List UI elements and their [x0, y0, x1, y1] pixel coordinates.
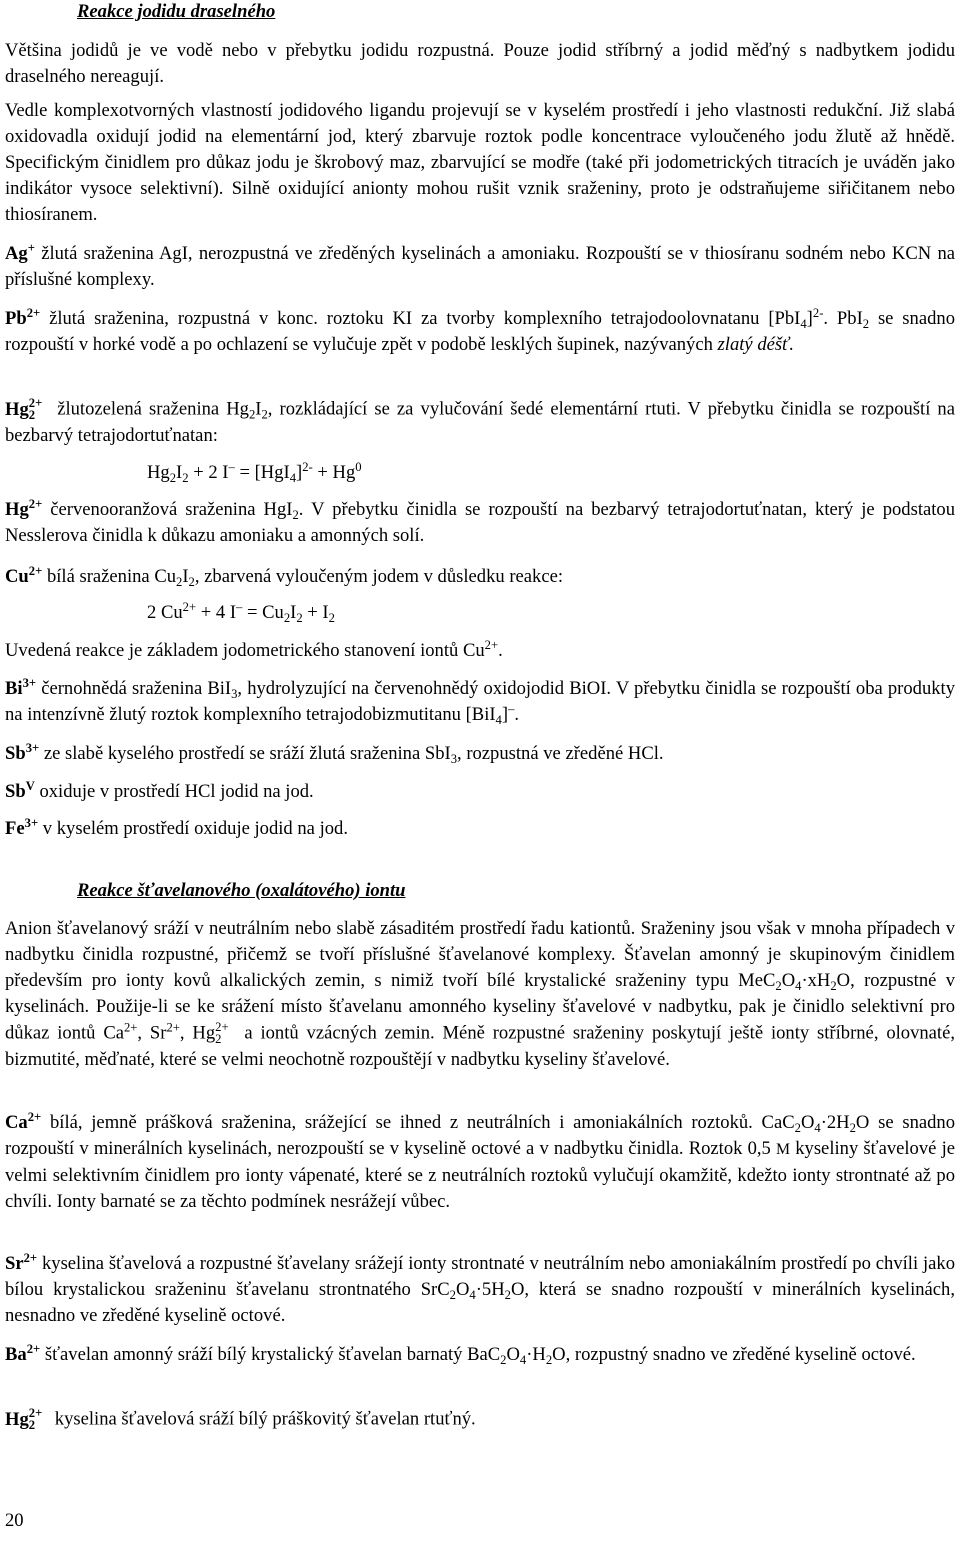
ion-label: $Sb^{3+}$: [5, 741, 40, 764]
ion-label: $Ca^{2+}$: [5, 1110, 42, 1133]
paragraph-hg2: Hg 2+ 2 žlutozelená sraženina $Hg_2I_2$, rozkládající se za vylučování šedé elementární rtuti. V přebytku činidla se rozpouští na bezbarvý tetrajodortuťnatan:: [5, 396, 955, 446]
ion-label: $Ba^{2+}$: [5, 1342, 41, 1365]
paragraph-sb5: $Sb^V$ oxiduje v prostředí HCl jodid na jod.: [5, 779, 314, 802]
paragraph-bi: $Bi^{3+}$ černohnědá sraženina BiI$_3$, hydrolyzující na červenohnědý oxidojodid BiOI. V přebytku činidla se rozpouští oba produkty na intenzívně žlutý roztok komplexního tetrajodobizmutitanu [BiI$_4$]–.: [5, 676, 956, 727]
ion-label: $Sb^V$: [5, 779, 35, 802]
equation-cu-iodide: 2 $Cu^{2+} + 4$ $I^- = Cu_2I_2 + I_2$: [147, 600, 335, 625]
ion-label: $Pb^{2+}$: [5, 306, 41, 329]
ion-label: Hg 2+ 2: [5, 396, 43, 422]
paragraph-oxalate-intro: Anion šťavelanový sráží v neutrálním nebo slabě zásaditém prostředí řadu kationtů. Sraženiny jsou však v mnoha případech v nadbytku činidla rozpustné, přičemž se tvoří příslušné šťavelanové komplexy. Šťavelan amonný je skupinovým činidlem především pro ionty kovů alkalických zemin, s nimiž tvoří bílé krystalické sraženiny typu $MeC_2O_4\cdot xH_2O$, rozpustné v kyselinách. Použije-li se ke srážení místo šťavelanu amonného kyseliny šťavelové v nadbytku, pak je činidlo selektivní pro důkaz iontů $Ca^{2+}$, $Sr^{2+}$, Hg 2+ 2 a iontů vzácných zemin. Méně rozpustné sraženiny poskytují ještě ionty stříbrné, olovnaté, bizmutité, měďnaté, které se velmi neochotně rozpouštějí v nadbytku kyseliny šťavelové.: [5, 918, 955, 1070]
paragraph-ca: $Ca^{2+}$ bílá, jemně prášková sraženina, srážející se ihned z neutrálních i amoniakálních roztoků. $CaC_2O_4\cdot 2H_2O$ se snadno rozpouští v minerálních kyselinách, nerozpouští se v kyselině octové a v nadbytku činidla. Roztok 0,5 M kyseliny šťavelové je velmi selektivním činidlem pro ionty vápenaté, které se z neutrálních roztoků vylučují okamžitě, kdežto ionty strontnaté až po chvíli. Ionty barnaté se za těchto podmínek nesrážejí vůbec.: [5, 1110, 956, 1212]
paragraph-iodide-solubility: Většina jodidů je ve vodě nebo v přebytku jodidu rozpustná. Pouze jodid stříbrný a jodid měďný s nadbytkem jodidu draselného nereagují.: [5, 40, 955, 87]
ion-label: $Fe^{3+}$: [5, 816, 39, 839]
paragraph-sb3: $Sb^{3+}$ ze slabě kyselého prostředí se sráží žlutá sraženina SbI$_3$, rozpustná ve zředěné HCl.: [5, 741, 664, 766]
ion-label: $Cu^{2+}$: [5, 564, 43, 587]
paragraph-fe: $Fe^{3+}$ v kyselém prostředí oxiduje jodid na jod.: [5, 816, 348, 839]
section-heading-iodide: Reakce jodidu draselného: [77, 1, 276, 22]
ion-label: $Sr^{2+}$: [5, 1251, 38, 1274]
ion-label: Ag+: [5, 241, 35, 264]
paragraph-pb: $Pb^{2+}$ žlutá sraženina, rozpustná v konc. roztoku KI za tvorby komplexního tetrajodoolovnatanu $[PbI_4]^{2-}$. PbI$_2$ se snadno rozpouští v horké vodě a po ochlazení se vylučuje zpět v podobě lesklých šupinek, nazývaných zlatý déšť.: [5, 306, 955, 355]
paragraph-cu: $Cu^{2+}$ bílá sraženina $Cu_2I_2$, zbarvená vyloučeným jodem v důsledku reakce:: [5, 564, 563, 589]
ion-label: Hg 2+ 2: [5, 1406, 43, 1432]
ion-label: $Bi^{3+}$: [5, 676, 37, 699]
paragraph-ba: $Ba^{2+}$ šťavelan amonný sráží bílý krystalický šťavelan barnatý $BaC_2O_4\cdot H_2O$, rozpustný snadno ve zředěné kyselině octové.: [5, 1342, 916, 1367]
paragraph-hg: $Hg^{2+}$ červenooranžová sraženina HgI$_2$. V přebytku činidla se rozpouští na bezbarvý tetrajodortuťnatan, který je podstatou Nesslerova činidla k důkazu amoniaku a amonných solí.: [5, 497, 955, 546]
ion-label: $Hg^{2+}$: [5, 497, 43, 520]
page-number: 20: [5, 1510, 24, 1531]
paragraph-ag: Ag+ žlutá sraženina AgI, nerozpustná ve zředěných kyselinách a amoniaku. Rozpouští se v thiosíranu sodném nebo KCN na příslušné komplexy.: [5, 241, 955, 290]
paragraph-sr: $Sr^{2+}$ kyselina šťavelová a rozpustné šťavelany srážejí ionty strontnaté v neutrálním nebo amoniakálním prostředí po chvíli jako bílou krystalickou sraženinu šťavelanu strontnatého $SrC_2O_4\cdot 5H_2O$, která se snadno rozpouští v minerálních kyselinách, nesnadno ve zředěné kyselině octové.: [5, 1251, 956, 1326]
section-heading-oxalate: Reakce šťavelanového (oxalátového) iontu: [77, 880, 406, 901]
paragraph-hg2-oxalate: Hg 2+ 2 kyselina šťavelová sráží bílý práškovitý šťavelan rtuťný.: [5, 1406, 476, 1432]
paragraph-cu-note: Uvedená reakce je základem jodometrického stanovení iontů $Cu^{2+}$.: [5, 638, 503, 661]
equation-hg2-iodide: $Hg_2I_2 + 2$ $I^- = [HgI_4]^{2-} + Hg^0$: [147, 460, 362, 485]
paragraph-iodide-properties: Vedle komplexotvorných vlastností jodidového ligandu projevují se v kyselém prostředí i jeho vlastnosti redukční. Již slabá oxidovadla oxidují jodid na elementární jod, který zbarvuje roztok podle koncentrace vyloučeného jodu žlutě až hnědě. Specifickým činidlem pro důkaz jodu je škrobový maz, zbarvující se modře (také při jodometrických titracích je uváděn jako indikátor vysoce selektivní). Silně oxidující anionty mohou rušit vznik sraženiny, proto je odstraňujeme siřičitanem nebo thiosíranem.: [5, 100, 955, 225]
